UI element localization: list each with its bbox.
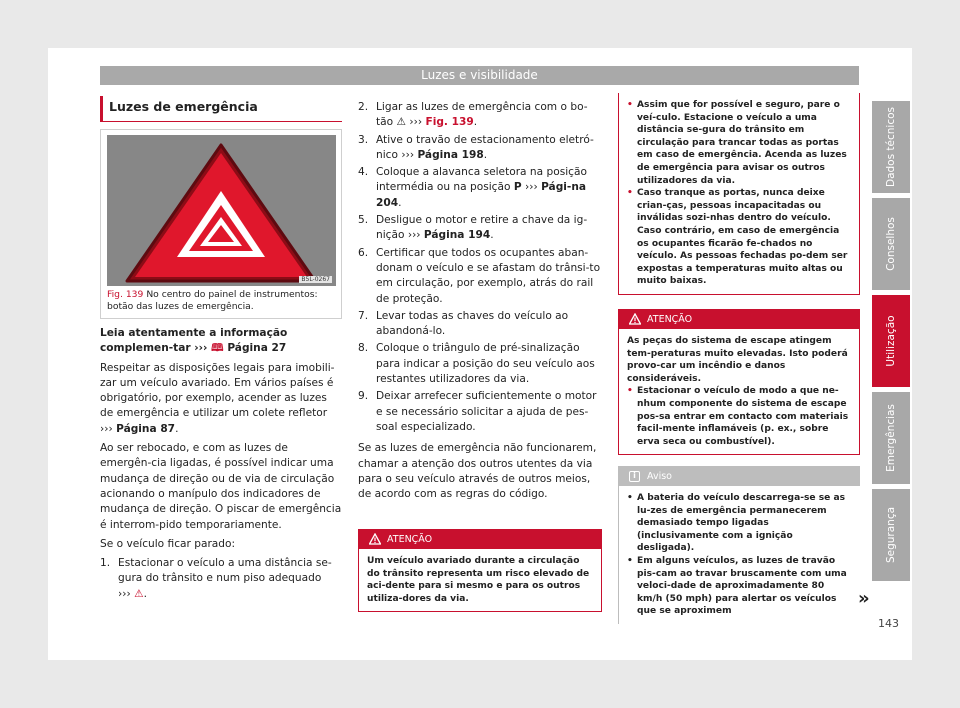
column-1: [100, 326, 342, 604]
list-item: 7. Levar todas as chaves do veículo ao abandoná-lo.: [358, 309, 569, 338]
notice-box-body: [619, 486, 860, 624]
warning-text: As peças do sistema de escape atingem tem-peraturas muito elevadas. Isto poderá provo-car um incêndio e danos consideráveis.: [627, 336, 848, 384]
intro-paragraph: Leia atentamente a informação complemen-tar ››› 🕮 Página 27: [100, 327, 288, 355]
book-icon: 🕮: [211, 342, 224, 355]
info-icon: i: [629, 471, 640, 482]
list-item: 8. Coloque o triângulo de pré-sinalização para indicar a posição do seu veículo aos restantes utilizadores da via.: [358, 342, 595, 386]
tab-seguranca[interactable]: Segurança: [872, 489, 910, 581]
tab-emergencias[interactable]: Emergências: [872, 392, 910, 484]
notice-box-header: [619, 467, 860, 486]
tab-utilizacao[interactable]: Utilização: [872, 295, 910, 387]
legal-page-link[interactable]: Página 87: [116, 422, 176, 435]
hazard-symbol-icon: ⚠: [396, 116, 406, 129]
bullet-item: • Caso tranque as portas, nunca deixe crian-ças, pessoas incapacitadas ou inválidas sozi-nhas dentro do veículo. Caso contrário, em caso de emergência os ocupantes ficarão fe-chados no veículo. As pessoas fechadas po-dem ser expostas a temperaturas muito altas ou muito baixas.: [627, 187, 851, 288]
warning-triangle-icon: [369, 533, 381, 545]
hazard-button-photo: [107, 135, 336, 286]
tab-conselhos[interactable]: Conselhos: [872, 198, 910, 290]
warning-label: ATENÇÃO: [647, 314, 693, 325]
fig-link[interactable]: Fig. 139: [425, 116, 474, 129]
warning-box-continued: [618, 93, 860, 295]
warning-box-exhaust: [618, 309, 860, 455]
bullet-item: • Assim que for possível e seguro, pare o veí-culo. Estacione o veículo a uma distância se-gura do trânsito em circulação para trancar todas as portas em caso de emergência. Acenda as luzes de emergência para avisar os outros utilizadores da via.: [627, 99, 851, 187]
list-item: 6. Certificar que todos os ocupantes aban-donam o veículo e se afastam do trânsi-to em circulação, por exemplo, atrás do rail de proteção.: [358, 246, 601, 305]
figure-caption: [107, 289, 339, 313]
intro-page-link[interactable]: Página 27: [227, 342, 287, 355]
section-title: Luzes de emergência: [100, 96, 342, 122]
paragraph-legal: Respeitar as disposições legais para imobili-zar um veículo avariado. Em vários países é obrigatório, por exemplo, acender as luzes de emergência e utilizar um colete refletor ››› Página 87.: [100, 361, 335, 435]
list-item: 4. Coloque a alavanca seletora na posição intermédia ou na posição P ››› Pági-na 204.: [358, 166, 587, 209]
list-item: 2. Ligar as luzes de emergência com o bo-tão ⚠ ››› Fig. 139.: [358, 101, 588, 129]
warning-triangle-icon: ⚠: [134, 587, 144, 600]
warning-text: Um veículo avariado durante a circulação do trânsito representa um risco elevado de aci-dente para si mesmo e para os outros utiliza-dores da via.: [367, 556, 590, 604]
figure-code: B5L-0267: [301, 276, 330, 283]
page-number: 143: [878, 617, 899, 630]
hazard-triangle-icon: [107, 135, 336, 286]
figure-number: Fig. 139: [107, 289, 144, 300]
list-item: 5. Desligue o motor e retire a chave da ig-nição ››› Página 194.: [358, 214, 588, 242]
paragraph-not-working: Se as luzes de emergência não funcionarem, chamar a atenção dos outros utentes da via para o seu veículo através de outros meios, de acordo com as regras do código.: [358, 442, 597, 501]
figure-caption-text: No centro do painel de instrumentos: botão das luzes de emergência.: [107, 289, 318, 313]
warning-box-body: [619, 329, 859, 454]
bullet-item: • A bateria do veículo descarrega-se se as lu-zes de emergência permanecerem demasiado tempo ligadas (inclusivamente com a ignição desligada).: [627, 492, 852, 555]
warning-box-traffic: [358, 529, 602, 612]
list-item: 3. Ative o travão de estacionamento eletró-nico ››› Página 198.: [358, 133, 594, 161]
warning-triangle-icon: [629, 313, 641, 325]
warning-box-header: [619, 310, 859, 329]
continue-arrow-icon: »: [858, 588, 870, 609]
page-link[interactable]: Página 198: [417, 148, 484, 161]
column-2: [358, 100, 602, 506]
bullet-item: • Em alguns veículos, as luzes de travão pis-cam ao travar bruscamente com uma veloci-dade de aproximadamente 80 km/h (50 mph) para alertar os veículos que se aproximem: [627, 555, 852, 618]
list-item: 1. Estacionar o veículo a uma distância se-gura do trânsito e num piso adequado ››› ⚠.: [100, 557, 332, 600]
paragraph-stopped: Se o veículo ficar parado:: [100, 537, 236, 550]
bullet-item: • Estacionar o veículo de modo a que ne-nhum componente do sistema de escape pos-sa entrar em contacto com materiais facil-mente inflamáveis (p. ex., sobre erva seca ou combustível).: [627, 385, 851, 448]
page-link[interactable]: Página 194: [423, 229, 491, 242]
list-item: 9. Deixar arrefecer suficientemente o motor e se necessário solicitar a ajuda de pes-soal especializado.: [358, 390, 597, 433]
running-header: Luzes e visibilidade: [100, 66, 859, 85]
notice-label: Aviso: [647, 471, 672, 482]
warning-box-body: [619, 93, 859, 294]
warning-label: ATENÇÃO: [387, 534, 433, 545]
steps-list-start: [100, 556, 342, 602]
paragraph-towing: Ao ser rebocado, e com as luzes de emergên-cia ligadas, é possível indicar uma mudança de direção ou de via de circulação acionando o manípulo dos indicadores de mudança de direção. O piscar de emergência é interrom-pido temporariamente.: [100, 442, 342, 531]
figure: [100, 129, 342, 319]
steps-list: [358, 100, 602, 435]
page-link[interactable]: Pági-na 204: [376, 181, 587, 209]
tab-dados-tecnicos[interactable]: Dados técnicos: [872, 101, 910, 193]
notice-box: [618, 466, 860, 624]
warning-box-header: [359, 530, 601, 549]
